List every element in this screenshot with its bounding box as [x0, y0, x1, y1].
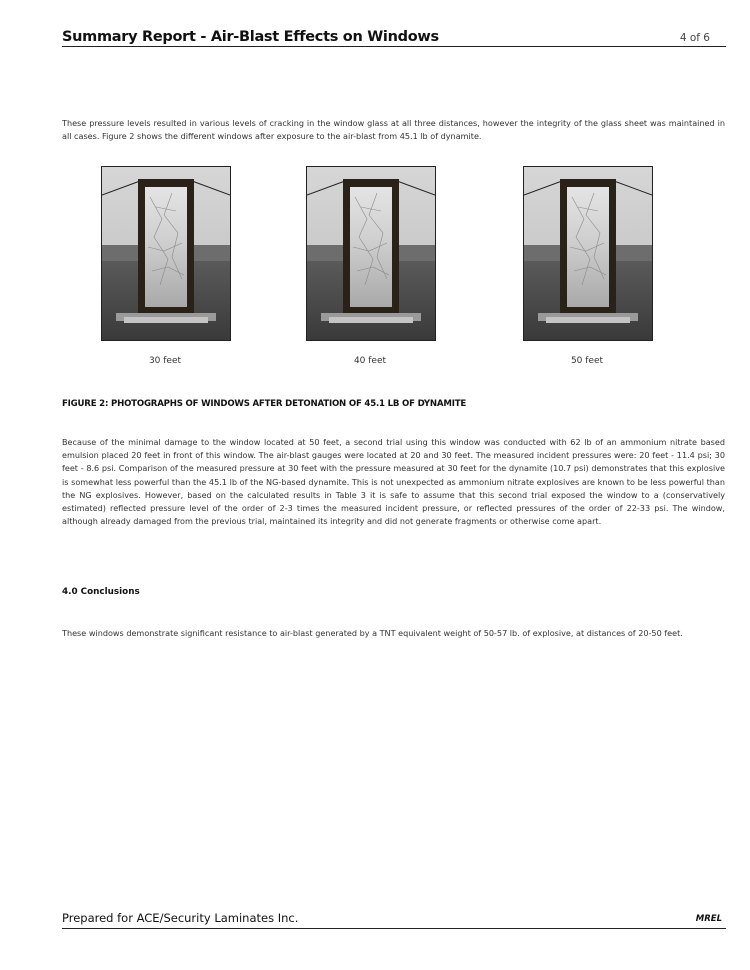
footer-divider	[62, 928, 726, 929]
photo-caption-40-feet: 40 feet	[353, 356, 387, 366]
window-photo-40-feet	[306, 166, 436, 341]
header-divider	[62, 46, 726, 47]
photo-caption-50-feet: 50 feet	[570, 356, 604, 366]
footer-prepared-for: Prepared for ACE/Security Laminates Inc.	[62, 911, 299, 925]
report-title: Summary Report - Air-Blast Effects on Windows	[62, 29, 439, 45]
photo-caption-30-feet: 30 feet	[148, 356, 182, 366]
figure-title: FIGURE 2: PHOTOGRAPHS OF WINDOWS AFTER DETONATION OF 45.1 LB OF DYNAMITE	[62, 399, 467, 409]
body-paragraph-2: Because of the minimal damage to the window located at 50 feet, a second trial using this window was conducted with 62 lb of an ammonium nitrate based emulsion placed 20 feet in front of this window. The air-blast gauges were located at 20 and 30 feet. The measured incident pressures were: 20 feet - 11.4 psi; 30 feet - 8.6 psi. Comparison of the measured pressure at 30 feet with the pressure measured at 30 feet for the dynamite (10.7 psi) demonstrates that this explosive is somewhat less powerful than the 45.1 lb of the NG-based dynamite. This is not unexpected as ammonium nitrate explosives are known to be less powerful than the NG explosives. However, based on the calculated results in Table 3 it is safe to assume that this second trial exposed the window to a (conservatively estimated) reflected pressure level of the order of 2-3 times the measured incident pressure, or reflected pressures of the order of 22-33 psi. The window, although already damaged from the previous trial, maintained its integrity and did not generate fragments or otherwise come apart.	[62, 437, 725, 527]
window-photo-30-feet	[101, 166, 231, 341]
page-indicator: 4 of 6	[679, 32, 710, 44]
section-heading-conclusions: 4.0 Conclusions	[62, 587, 140, 597]
footer-logo: MREL	[695, 914, 722, 924]
body-paragraph-1: These pressure levels resulted in various levels of cracking in the window glass at all three distances, however the integrity of the glass sheet was maintained in all cases. Figure 2 shows the different windows after exposure to the air-blast from 45.1 lb of dynamite.	[62, 118, 725, 142]
body-paragraph-3: These windows demonstrate significant resistance to air-blast generated by a TNT equivalent weight of 50-57 lb. of explosive, at distances of 20-50 feet.	[62, 628, 683, 638]
window-photo-50-feet	[523, 166, 653, 341]
